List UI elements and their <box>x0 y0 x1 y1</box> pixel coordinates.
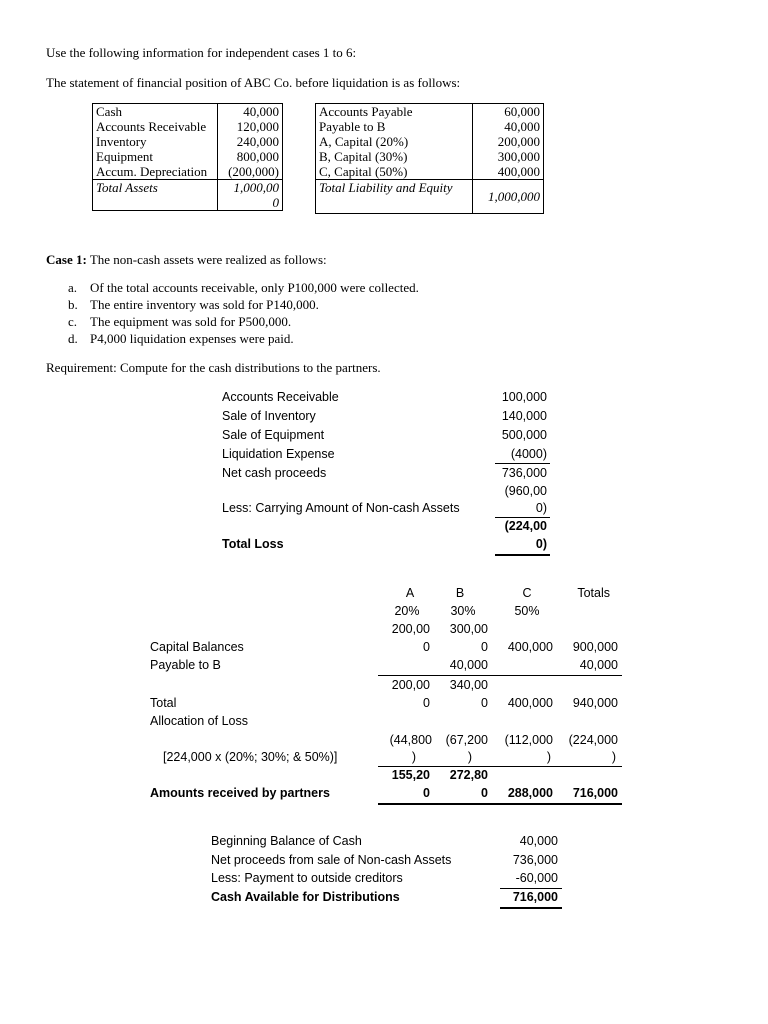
total-A: 200,00 <box>391 678 430 692</box>
proceeds-label: Sale of Inventory <box>222 409 316 423</box>
carrying-amount-l1: (960,00 <box>504 484 547 498</box>
proceeds-amount: 140,000 <box>501 409 547 423</box>
asset-amount: 240,000 <box>218 134 283 149</box>
alloc-label: Allocation of Loss <box>150 714 248 728</box>
total-C: 400,000 <box>507 696 553 710</box>
loss-amount-l1: (224,00 <box>504 519 547 533</box>
total-le-label: Total Liability and Equity <box>316 180 473 214</box>
double-underline <box>495 554 550 556</box>
percent-B: 30% <box>450 604 476 618</box>
proceeds-amount: (4000) <box>510 447 547 461</box>
case1-title: Case 1: The non-cash assets were realized as follows: <box>46 252 327 267</box>
assets-table <box>92 103 283 211</box>
header-A: A <box>405 586 415 600</box>
case1-item-text: The entire inventory was sold for P140,000. <box>90 297 319 312</box>
proceeds-amount: 100,000 <box>501 390 547 404</box>
cash-total-amount: 716,000 <box>512 890 558 904</box>
cash-label: Net proceeds from sale of Non-cash Assets <box>211 853 452 867</box>
loss-amount-l2: 0) <box>535 537 547 551</box>
sfp-title: The statement of financial position of ABC Co. before liquidation is as follows: <box>46 75 461 90</box>
total-label: Total <box>150 696 177 710</box>
received-B: 272,80 <box>449 768 488 782</box>
alloc-total: ) <box>611 750 616 764</box>
carrying-label: Less: Carrying Amount of Non-cash Assets <box>222 501 460 515</box>
intro-text: Use the following information for independent cases 1 to 6: <box>46 45 357 60</box>
total-assets-amount: 1,000,00 0 <box>218 180 283 211</box>
alloc-C: ) <box>546 750 551 764</box>
underline <box>378 766 622 767</box>
case1-item-text: P4,000 liquidation expenses were paid. <box>90 331 294 346</box>
asset-label: Cash <box>93 104 218 120</box>
asset-amount: 120,000 <box>218 119 283 134</box>
cash-amount: -60,000 <box>515 871 558 885</box>
alloc-formula: [224,000 x (20%; 30%; & 50%)] <box>163 750 338 764</box>
underline <box>495 463 550 464</box>
asset-label: Inventory <box>93 134 218 149</box>
proceeds-label: Net cash proceeds <box>222 466 327 480</box>
total-B: 340,00 <box>449 678 488 692</box>
capital-B: 0 <box>481 640 488 654</box>
proceeds-amount: 500,000 <box>501 428 547 442</box>
underline <box>495 517 550 518</box>
total-le-amount: 1,000,000 <box>473 180 544 214</box>
total-total: 940,000 <box>572 696 618 710</box>
received-B: 0 <box>481 786 488 800</box>
liability-label: B, Capital (30%) <box>316 149 473 164</box>
case1-item-text: Of the total accounts receivable, only P100,000 were collected. <box>90 280 419 295</box>
capital-B: 300,00 <box>449 622 488 636</box>
cash-label: Beginning Balance of Cash <box>211 834 362 848</box>
payable-B: 40,000 <box>449 658 488 672</box>
liability-amount: 400,000 <box>473 164 544 180</box>
alloc-A: ) <box>411 750 416 764</box>
liability-label: Accounts Payable <box>316 104 473 120</box>
capital-C: 400,000 <box>507 640 553 654</box>
payable-total: 40,000 <box>579 658 618 672</box>
liability-amount: 200,000 <box>473 134 544 149</box>
cash-total-label: Cash Available for Distributions <box>211 890 400 904</box>
alloc-B: ) <box>467 750 472 764</box>
liability-label: C, Capital (50%) <box>316 164 473 180</box>
liability-amount: 300,000 <box>473 149 544 164</box>
asset-label: Equipment <box>93 149 218 164</box>
underline <box>500 888 562 889</box>
cash-label: Less: Payment to outside creditors <box>211 871 403 885</box>
double-underline <box>500 907 562 909</box>
header-B: B <box>455 586 465 600</box>
capital-A: 0 <box>423 640 430 654</box>
alloc-A: (44,800 <box>389 733 432 747</box>
liability-label: Payable to B <box>316 119 473 134</box>
asset-label: Accum. Depreciation <box>93 164 218 180</box>
liability-amount: 60,000 <box>473 104 544 120</box>
cash-amount: 40,000 <box>519 834 558 848</box>
received-C: 288,000 <box>507 786 553 800</box>
proceeds-amount: 736,000 <box>501 466 547 480</box>
alloc-total: (224,000 <box>568 733 618 747</box>
underline <box>378 675 622 676</box>
liabilities-table <box>315 103 544 214</box>
case1-item: c. <box>68 314 78 329</box>
header-totals: Totals <box>577 586 610 600</box>
asset-label: Accounts Receivable <box>93 119 218 134</box>
requirement-text: Requirement: Compute for the cash distributions to the partners. <box>46 360 381 375</box>
case1-item: b. <box>68 297 78 312</box>
received-total: 716,000 <box>572 786 618 800</box>
total-assets-label: Total Assets <box>93 180 218 211</box>
case1-item: a. <box>68 280 78 295</box>
capital-label: Capital Balances <box>150 640 244 654</box>
proceeds-label: Sale of Equipment <box>222 428 325 442</box>
received-A: 0 <box>423 786 430 800</box>
received-A: 155,20 <box>391 768 430 782</box>
double-underline <box>378 803 622 805</box>
asset-amount: (200,000) <box>218 164 283 180</box>
asset-amount: 800,000 <box>218 149 283 164</box>
total-B: 0 <box>481 696 488 710</box>
header-C: C <box>522 586 532 600</box>
capital-A: 200,00 <box>391 622 430 636</box>
payable-label: Payable to B <box>150 658 221 672</box>
received-label: Amounts received by partners <box>150 786 330 800</box>
total-A: 0 <box>423 696 430 710</box>
cash-amount: 736,000 <box>512 853 558 867</box>
percent-A: 20% <box>394 604 420 618</box>
case1-item-text: The equipment was sold for P500,000. <box>90 314 292 329</box>
asset-amount: 40,000 <box>218 104 283 120</box>
alloc-B: (67,200 <box>445 733 488 747</box>
alloc-C: (112,000 <box>504 733 553 747</box>
liability-label: A, Capital (20%) <box>316 134 473 149</box>
liability-amount: 40,000 <box>473 119 544 134</box>
capital-total: 900,000 <box>572 640 618 654</box>
proceeds-label: Accounts Receivable <box>222 390 339 404</box>
percent-C: 50% <box>514 604 540 618</box>
loss-label: Total Loss <box>222 537 284 551</box>
proceeds-label: Liquidation Expense <box>222 447 335 461</box>
carrying-amount-l2: 0) <box>535 501 547 515</box>
case1-item: d. <box>68 331 78 346</box>
